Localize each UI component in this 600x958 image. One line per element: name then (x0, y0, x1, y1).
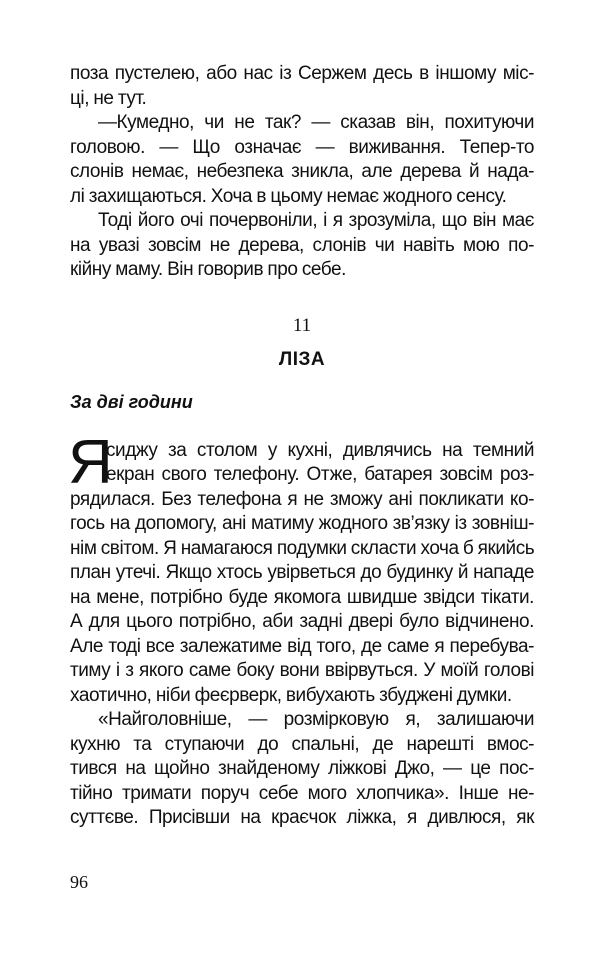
paragraph (70, 62, 534, 111)
paragraph (70, 708, 534, 831)
text-line: Але тоді все залежатиме від того, де саме я перебува- (70, 635, 534, 657)
section-subtitle: За дві години (70, 391, 193, 412)
text-line: тиму і з якого саме боку вони ввірвуться. У моїй голові (70, 660, 534, 681)
page-number: 96 (70, 872, 88, 892)
text-line: на мене, потрібно буде якомога швидше звідси тікати. (70, 586, 534, 608)
text-line: на увазі зовсім не дерева, слонів чи навіть мою по- (70, 234, 534, 256)
text-line: рядилася. Без телефона я не зможу ані покликати ко- (70, 488, 534, 510)
text-line: суттєве. Присівши на краєчок ліжка, я дивлюся, як (70, 807, 534, 828)
paragraph (70, 111, 534, 209)
text-line: план утечі. Якщо хтось увірветься до будинку й нападе (70, 562, 534, 583)
chapter-number: 11 (292, 314, 312, 336)
text-line: кійну маму. Він говорив про себе. (70, 259, 346, 280)
text-line: екран свого телефону. Отже, батарея зовсім роз- (106, 464, 534, 485)
text-line: хаотично, ніби феєрверк, вибухають збуджені думки. (70, 684, 512, 706)
text-line: тився на щойно знайденому ліжкові Джо, — це пос- (70, 758, 534, 779)
paragraph-with-dropcap (68, 427, 535, 709)
book-page (70, 62, 534, 831)
text-line: головою. — Що означає — виживання. Тепер-то (70, 136, 534, 158)
chapter-title: ЛІЗА (278, 348, 326, 370)
paragraph (70, 209, 534, 283)
text-line: лі захищаються. Хоча в цьому немає жодного сенсу. (70, 185, 507, 207)
text-line: поза пустелею, або нас із Сержем десь в іншому міс- (70, 63, 534, 84)
text-line: нім світом. Я намагаюся подумки скласти хоча б якийсь (70, 537, 535, 559)
text-line: слонів немає, небезпека зникла, але дерева й нада- (70, 161, 534, 182)
text-line: ці, не тут. (70, 87, 147, 109)
text-line: тійно тримати поруч себе мого хлопчика». Інше не- (70, 782, 534, 804)
text-line: Тоді його очі почервоніли, і я зрозуміла, що він має (98, 210, 534, 231)
text-line: «Найголовніше, — розмірковую я, залишаючи (98, 709, 534, 730)
text-line: сиджу за столом у кухні, дивлячись на темний (106, 439, 534, 461)
dropcap-letter: Я (68, 427, 113, 497)
text-line: —Кумедно, чи не так? — сказав він, похитуючи (98, 112, 534, 133)
text-line: кухню та ступаючи до спальні, де нарешті вмос- (70, 733, 534, 755)
text-line: А для цього потрібно, аби задні двері було відчинено. (70, 611, 534, 632)
text-line: гось на допомогу, ані матиму жодного зв’язку із зовніш- (70, 513, 534, 534)
